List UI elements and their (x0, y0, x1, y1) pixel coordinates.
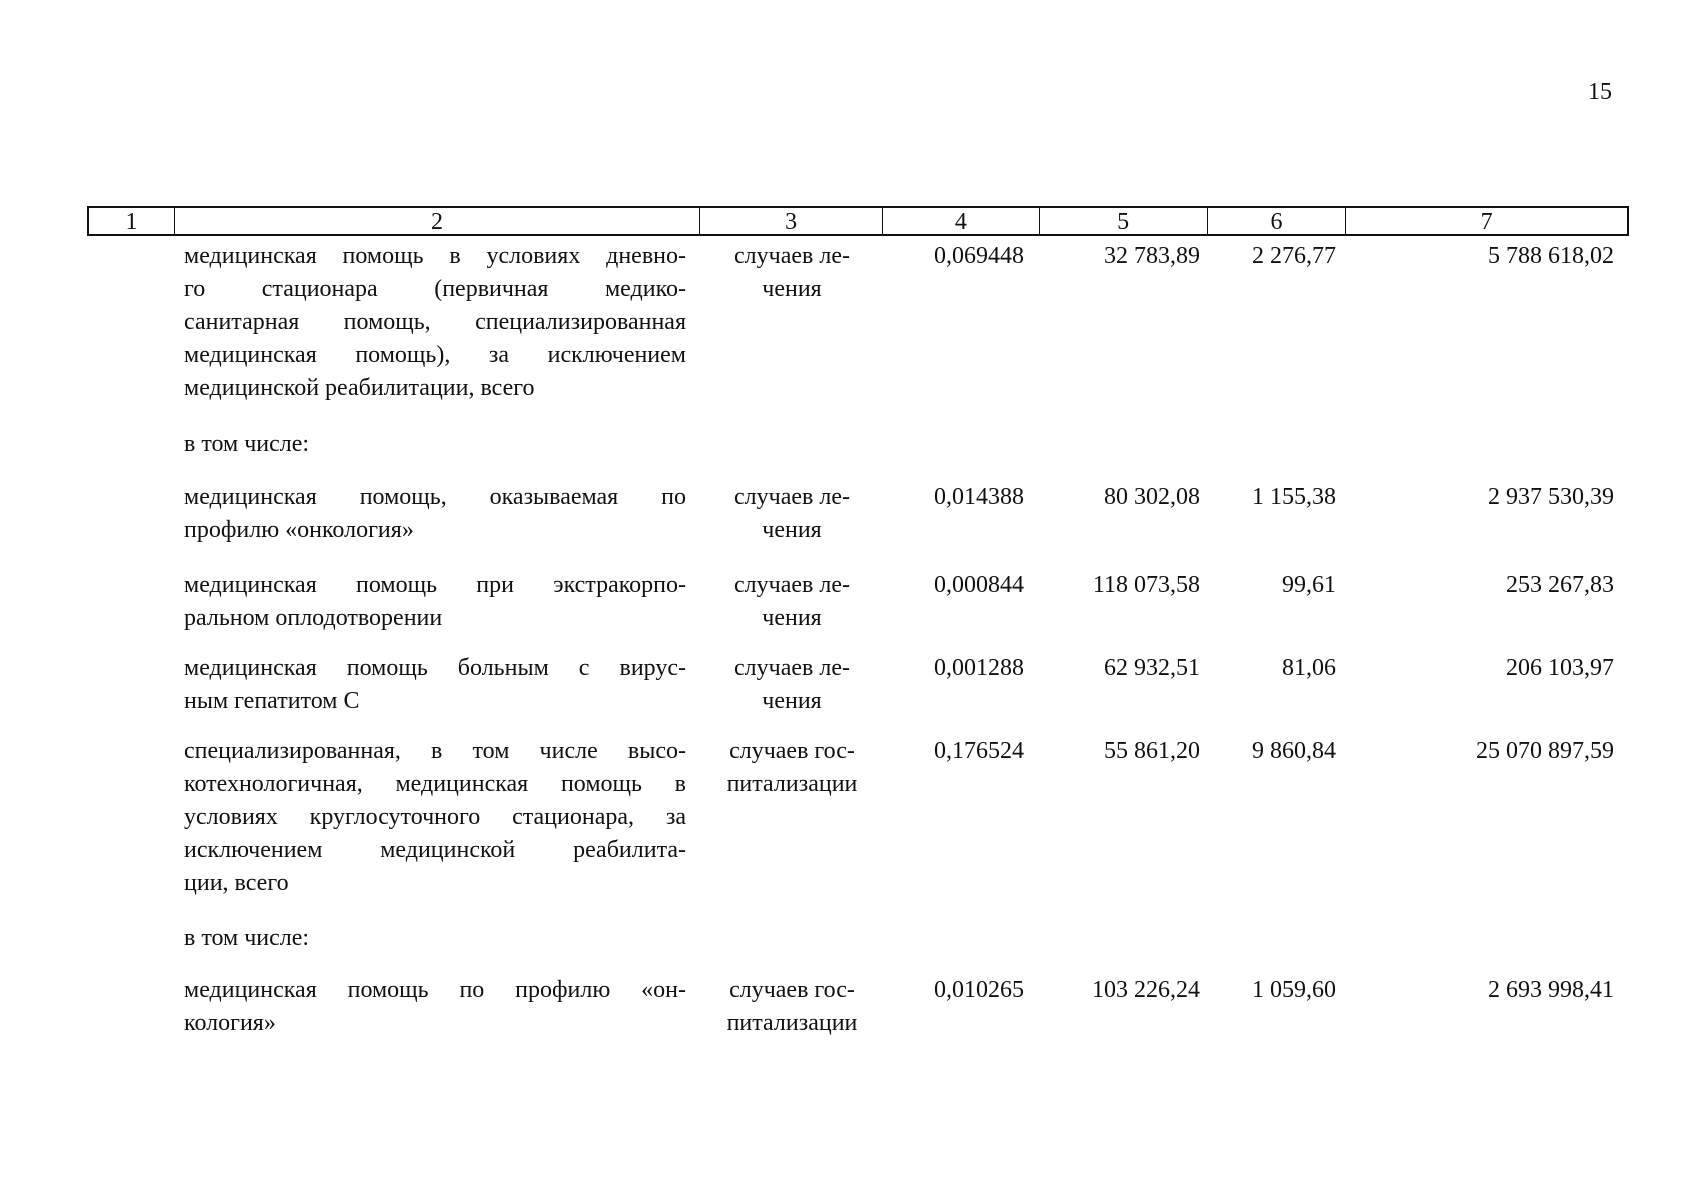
header-cell-3: 3 (700, 208, 883, 234)
description-line: кология» (184, 1010, 276, 1036)
unit-line: чения (762, 688, 822, 714)
row-col7-value: 2 693 998,41 (1488, 977, 1614, 1003)
description-line: медицинская помощь по профилю «он- (184, 977, 686, 1003)
description-line: го стационара (первичная медико- (184, 276, 686, 302)
row-col6-value: 9 860,84 (1252, 738, 1336, 764)
row-col6-value: 2 276,77 (1252, 243, 1336, 269)
table-header-row (87, 206, 1629, 236)
row-col5-value: 103 226,24 (1092, 977, 1200, 1003)
description-line: ральном оплодотворении (184, 605, 443, 631)
row-description (184, 922, 686, 955)
row-col4-value: 0,000844 (934, 572, 1024, 598)
row-col6-value: 1 155,38 (1252, 484, 1336, 510)
unit-line: случаев ле- (734, 572, 850, 598)
row-col7-value: 2 937 530,39 (1488, 484, 1614, 510)
row-col5-value: 118 073,58 (1092, 572, 1200, 598)
header-cell-6: 6 (1208, 208, 1347, 234)
row-col5-value: 32 783,89 (1104, 243, 1200, 269)
description-line: медицинская помощь при экстракорпо- (184, 572, 686, 598)
row-col4-value: 0,014388 (934, 484, 1024, 510)
row-col7-value: 5 788 618,02 (1488, 243, 1614, 269)
header-cell-1: 1 (89, 208, 175, 234)
row-col6-value: 1 059,60 (1252, 977, 1336, 1003)
unit-line: питализации (726, 771, 858, 797)
description-line: медицинской реабилитации, всего (184, 375, 535, 401)
row-col4-value: 0,010265 (934, 977, 1024, 1003)
unit-line: случаев ле- (734, 655, 850, 681)
row-unit (712, 240, 872, 306)
description-line: медицинская помощь больным с вирус- (184, 655, 686, 681)
description-line: исключением медицинской реабилита- (184, 837, 686, 863)
unit-line: случаев ле- (734, 484, 850, 510)
unit-line: случаев ле- (734, 243, 850, 269)
description-line: условиях круглосуточного стационара, за (184, 804, 686, 830)
description-line: котехнологичная, медицинская помощь в (184, 771, 686, 797)
description-line: медицинская помощь в условиях дневно- (184, 243, 686, 269)
row-description (184, 240, 686, 405)
row-col6-value: 99,61 (1282, 572, 1336, 598)
unit-line: питализации (726, 1010, 858, 1036)
row-description (184, 481, 686, 547)
header-cell-7: 7 (1480, 209, 1493, 235)
unit-line: чения (762, 605, 822, 631)
row-unit (712, 569, 872, 635)
header-cell-5: 5 (1040, 208, 1208, 234)
row-col7-value: 206 103,97 (1506, 655, 1614, 681)
description-line: ции, всего (184, 870, 289, 896)
page-number: 15 (1588, 79, 1612, 105)
row-description (184, 974, 686, 1040)
row-description (184, 652, 686, 718)
description-line: санитарная помощь, специализированная (184, 309, 686, 335)
row-col7-value: 25 070 897,59 (1476, 738, 1614, 764)
description-line: медицинская помощь, оказываемая по (184, 484, 686, 510)
row-unit (712, 481, 872, 547)
row-description (184, 735, 686, 900)
description-line: в том числе: (184, 431, 310, 457)
description-line: ным гепатитом С (184, 688, 360, 714)
row-unit (712, 652, 872, 718)
unit-line: чения (762, 276, 822, 302)
row-unit (712, 974, 872, 1040)
description-line: медицинская помощь), за исключением (184, 342, 686, 368)
row-description (184, 428, 686, 461)
row-col5-value: 62 932,51 (1104, 655, 1200, 681)
unit-line: случаев гос- (729, 977, 855, 1003)
header-cell-2: 2 (175, 208, 700, 234)
header-cell-4: 4 (883, 208, 1040, 234)
row-col6-value: 81,06 (1282, 655, 1336, 681)
row-col4-value: 0,176524 (934, 738, 1024, 764)
row-col5-value: 55 861,20 (1104, 738, 1200, 764)
row-col4-value: 0,069448 (934, 243, 1024, 269)
row-col7-value: 253 267,83 (1506, 572, 1614, 598)
row-col4-value: 0,001288 (934, 655, 1024, 681)
description-line: профилю «онкология» (184, 517, 414, 543)
unit-line: случаев гос- (729, 738, 855, 764)
unit-line: чения (762, 517, 822, 543)
row-unit (712, 735, 872, 801)
description-line: в том числе: (184, 925, 310, 951)
row-description (184, 569, 686, 635)
description-line: специализированная, в том числе высо- (184, 738, 686, 764)
row-col5-value: 80 302,08 (1104, 484, 1200, 510)
